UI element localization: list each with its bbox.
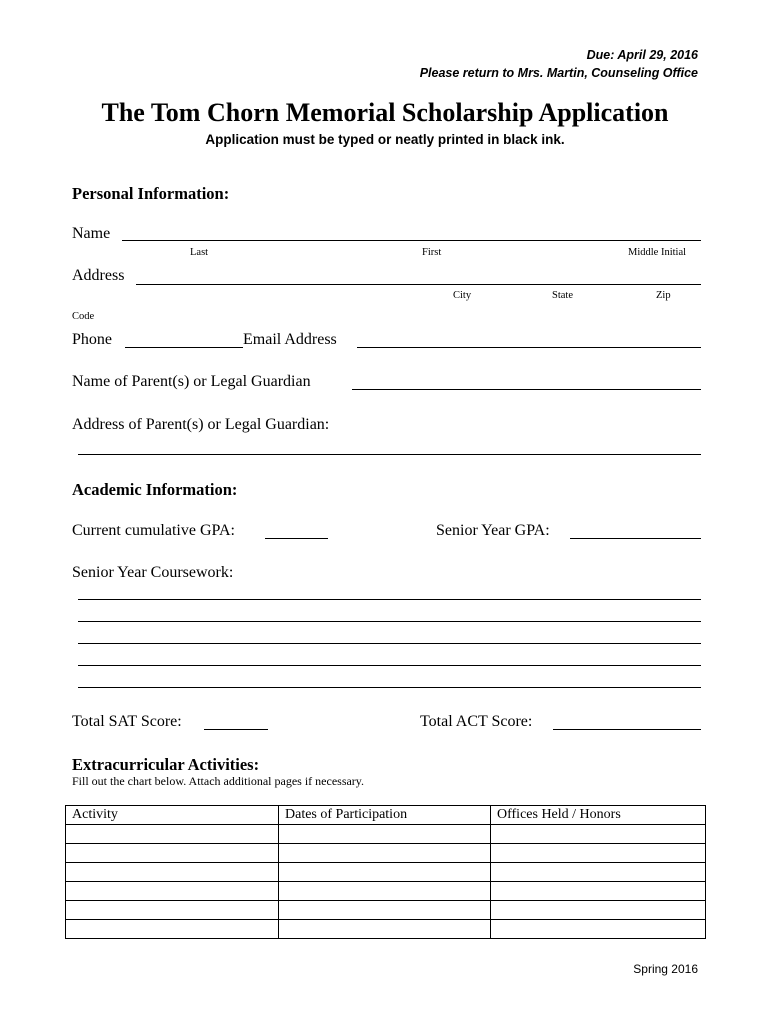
parent-address-label: Address of Parent(s) or Legal Guardian: xyxy=(72,416,330,433)
academic-info-heading: Academic Information: xyxy=(72,480,238,499)
coursework-line[interactable] xyxy=(78,665,701,666)
name-last-caption: Last xyxy=(190,247,209,258)
activities-table xyxy=(65,805,706,939)
coursework-line[interactable] xyxy=(78,687,701,688)
column-header-dates: Dates of Participation xyxy=(279,806,491,825)
table-row xyxy=(66,882,706,901)
parent-address-field[interactable] xyxy=(78,454,701,455)
gpa-label: Current cumulative GPA: xyxy=(72,522,235,539)
table-cell[interactable] xyxy=(491,844,706,863)
senior-gpa-field[interactable] xyxy=(570,538,701,539)
table-cell[interactable] xyxy=(491,863,706,882)
table-cell[interactable] xyxy=(279,863,491,882)
table-row xyxy=(66,901,706,920)
table-cell[interactable] xyxy=(279,901,491,920)
table-cell[interactable] xyxy=(279,825,491,844)
phone-label: Phone xyxy=(72,331,112,348)
footer-term: Spring 2016 xyxy=(633,962,698,976)
name-first-caption: First xyxy=(422,247,442,258)
name-middle-caption: Middle Initial xyxy=(628,247,687,258)
sat-field[interactable] xyxy=(204,729,268,730)
email-field[interactable] xyxy=(357,347,701,348)
address-city-caption: City xyxy=(453,290,472,301)
name-field[interactable] xyxy=(122,240,701,241)
page-title: The Tom Chorn Memorial Scholarship Application xyxy=(101,98,669,127)
table-cell[interactable] xyxy=(66,863,279,882)
page-subtitle: Application must be typed or neatly printed in black ink. xyxy=(205,132,565,147)
address-zip-caption: Zip xyxy=(656,290,671,301)
table-cell[interactable] xyxy=(491,825,706,844)
act-field[interactable] xyxy=(553,729,701,730)
sat-label: Total SAT Score: xyxy=(72,713,182,730)
table-cell[interactable] xyxy=(491,882,706,901)
coursework-line[interactable] xyxy=(78,643,701,644)
table-row xyxy=(66,920,706,939)
column-header-activity: Activity xyxy=(66,806,279,825)
table-cell[interactable] xyxy=(279,844,491,863)
gpa-field[interactable] xyxy=(265,538,328,539)
table-cell[interactable] xyxy=(491,901,706,920)
parent-name-label: Name of Parent(s) or Legal Guardian xyxy=(72,373,311,390)
table-header-row xyxy=(66,806,706,825)
table-cell[interactable] xyxy=(66,901,279,920)
act-label: Total ACT Score: xyxy=(420,713,533,730)
table-row xyxy=(66,844,706,863)
table-cell[interactable] xyxy=(66,882,279,901)
due-date: Due: April 29, 2016 xyxy=(586,48,698,62)
coursework-label: Senior Year Coursework: xyxy=(72,564,234,581)
table-cell[interactable] xyxy=(66,920,279,939)
extracurricular-note: Fill out the chart below. Attach additional pages if necessary. xyxy=(72,774,365,788)
personal-info-heading: Personal Information: xyxy=(72,184,230,203)
address-state-caption: State xyxy=(552,290,573,301)
table-cell[interactable] xyxy=(279,882,491,901)
address-label: Address xyxy=(72,267,125,284)
table-row xyxy=(66,863,706,882)
phone-field[interactable] xyxy=(125,347,243,348)
table-cell[interactable] xyxy=(491,920,706,939)
coursework-line[interactable] xyxy=(78,599,701,600)
coursework-line[interactable] xyxy=(78,621,701,622)
address-field[interactable] xyxy=(136,284,701,285)
email-label: Email Address xyxy=(243,331,337,348)
table-cell[interactable] xyxy=(66,844,279,863)
extracurricular-heading: Extracurricular Activities: xyxy=(72,755,260,774)
table-cell[interactable] xyxy=(66,825,279,844)
table-row xyxy=(66,825,706,844)
column-header-offices: Offices Held / Honors xyxy=(491,806,706,825)
senior-gpa-label: Senior Year GPA: xyxy=(436,522,550,539)
return-instructions: Please return to Mrs. Martin, Counseling Office xyxy=(419,66,698,80)
address-code-caption: Code xyxy=(72,311,95,322)
table-cell[interactable] xyxy=(279,920,491,939)
parent-name-field[interactable] xyxy=(352,389,701,390)
name-label: Name xyxy=(72,225,111,242)
